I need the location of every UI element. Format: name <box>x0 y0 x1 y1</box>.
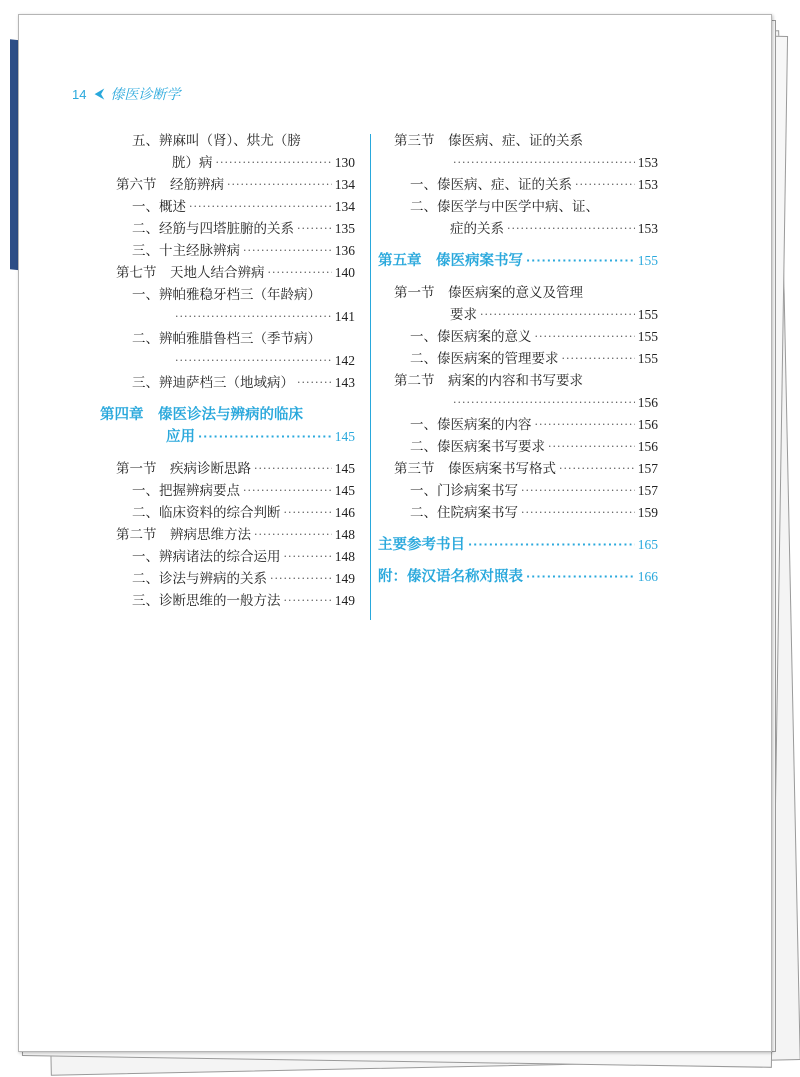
toc-entry-title: 二、经筋与四塔脏腑的关系 <box>132 221 294 237</box>
toc-chapter-entry <box>378 250 658 272</box>
dot-leader <box>548 436 635 458</box>
toc-entry <box>100 458 355 480</box>
toc-entry-title: 第三节 傣医病、症、证的关系 <box>394 133 583 149</box>
toc-entry-title: 主要参考书目 <box>378 537 465 553</box>
toc-page-number: 130 <box>334 155 355 170</box>
toc-entry <box>378 326 658 348</box>
toc-entry <box>100 328 355 350</box>
dot-leader <box>189 196 332 218</box>
toc-entry-title: 一、辨帕雅稳牙档三（年龄病） <box>132 287 321 303</box>
dot-leader <box>559 458 635 480</box>
toc-page-number: 156 <box>637 417 658 432</box>
dot-leader <box>297 372 332 394</box>
toc-page-number: 148 <box>334 549 355 564</box>
dot-leader <box>468 534 635 556</box>
dot-leader <box>535 414 635 436</box>
toc-page-number: 157 <box>637 483 658 498</box>
toc-entry <box>378 414 658 436</box>
toc-page-number: 166 <box>637 569 658 584</box>
toc-page-number: 157 <box>637 461 658 476</box>
dot-leader <box>227 174 332 196</box>
toc-entry <box>100 130 355 152</box>
toc-entry <box>100 240 355 262</box>
toc-page-number: 142 <box>334 353 355 368</box>
toc-right-column <box>378 130 658 588</box>
toc-entry-title: 症的关系 <box>450 221 504 237</box>
toc-page-number: 136 <box>334 243 355 258</box>
page-header <box>72 84 180 104</box>
toc-entry <box>378 196 658 218</box>
toc-entry <box>100 590 355 612</box>
dot-leader <box>254 524 332 546</box>
toc-entry-title: 二、临床资料的综合判断 <box>132 505 281 521</box>
toc-entry <box>100 174 355 196</box>
toc-page-number: 165 <box>637 537 658 552</box>
toc-page-number: 156 <box>637 439 658 454</box>
toc-entry-title: 第一节 傣医病案的意义及管理 <box>394 285 583 301</box>
toc-entry-title: 三、十主经脉辨病 <box>132 243 240 259</box>
dot-leader <box>453 152 635 174</box>
dot-leader <box>284 546 332 568</box>
book-title: 傣医诊断学 <box>110 87 181 103</box>
toc-entry <box>378 304 658 326</box>
toc-entry <box>378 392 658 414</box>
toc-chapter-entry <box>378 566 658 588</box>
toc-entry <box>100 196 355 218</box>
toc-page-number: 153 <box>637 155 658 170</box>
dot-leader <box>297 218 332 240</box>
dot-leader <box>270 568 332 590</box>
toc-entry <box>378 282 658 304</box>
toc-entry <box>378 152 658 174</box>
toc-entry <box>378 480 658 502</box>
toc-entry <box>100 480 355 502</box>
toc-entry <box>378 348 658 370</box>
dot-leader <box>535 326 635 348</box>
toc-entry-title: 一、把握辨病要点 <box>132 483 240 499</box>
toc-left-column <box>100 130 355 612</box>
toc-entry-title: 三、辨迪萨档三（地域病） <box>132 375 294 391</box>
toc-entry-title: 一、概述 <box>132 199 186 215</box>
toc-page-number: 134 <box>334 177 355 192</box>
toc-entry-title: 一、傣医病、症、证的关系 <box>410 177 572 193</box>
toc-entry-title: 一、辨病诸法的综合运用 <box>132 549 281 565</box>
toc-page-number: 156 <box>637 395 658 410</box>
toc-entry <box>100 306 355 328</box>
toc-chapter-entry <box>100 404 355 426</box>
toc-chapter-entry <box>378 534 658 556</box>
dot-leader <box>268 262 332 284</box>
toc-entry <box>100 262 355 284</box>
toc-entry-title: 第二节 病案的内容和书写要求 <box>394 373 583 389</box>
dot-leader <box>198 426 332 448</box>
toc-entry <box>100 284 355 306</box>
toc-page-number: 135 <box>334 221 355 236</box>
arrow-left-icon: ⮜ <box>94 86 105 102</box>
toc-entry-title: 二、诊法与辨病的关系 <box>132 571 267 587</box>
toc-entry <box>100 218 355 240</box>
toc-entry <box>378 458 658 480</box>
toc-page-number: 146 <box>334 505 355 520</box>
toc-entry-title: 第一节 疾病诊断思路 <box>116 461 251 477</box>
toc-entry-title: 第四章 傣医诊法与辨病的临床 <box>100 407 303 423</box>
dot-leader <box>526 566 635 588</box>
toc-page-number: 149 <box>334 571 355 586</box>
toc-page-number: 155 <box>637 307 658 322</box>
toc-page-number: 141 <box>334 309 355 324</box>
toc-page-number: 149 <box>334 593 355 608</box>
toc-page-number: 140 <box>334 265 355 280</box>
toc-entry <box>378 370 658 392</box>
toc-entry-title: 一、傣医病案的内容 <box>410 417 532 433</box>
dot-leader <box>175 306 332 328</box>
toc-page-number: 159 <box>637 505 658 520</box>
dot-leader <box>480 304 635 326</box>
toc-chapter-entry <box>100 426 355 448</box>
dot-leader <box>243 240 332 262</box>
toc-entry-title: 附：傣汉语名称对照表 <box>378 569 523 585</box>
toc-page-number: 155 <box>637 329 658 344</box>
toc-entry-title: 二、辨帕雅腊鲁档三（季节病） <box>132 331 321 347</box>
dot-leader <box>216 152 332 174</box>
dot-leader <box>507 218 635 240</box>
toc-entry-title: 应用 <box>166 429 195 445</box>
column-divider <box>370 134 371 620</box>
toc-entry <box>378 130 658 152</box>
dot-leader <box>175 350 332 372</box>
dot-leader <box>453 392 635 414</box>
toc-page-number: 143 <box>334 375 355 390</box>
toc-page-number: 134 <box>334 199 355 214</box>
toc-entry <box>378 502 658 524</box>
dot-leader <box>243 480 332 502</box>
dot-leader <box>562 348 635 370</box>
toc-entry-title: 第三节 傣医病案书写格式 <box>394 461 556 477</box>
toc-page-number: 153 <box>637 221 658 236</box>
toc-entry-title: 二、傣医病案书写要求 <box>410 439 545 455</box>
toc-entry <box>378 174 658 196</box>
toc-page-number: 148 <box>334 527 355 542</box>
toc-entry <box>100 350 355 372</box>
toc-entry-title: 一、门诊病案书写 <box>410 483 518 499</box>
toc-page-number: 145 <box>334 461 355 476</box>
toc-entry-title: 胱）病 <box>172 155 213 171</box>
dot-leader <box>284 502 332 524</box>
toc-entry-title: 二、傣医病案的管理要求 <box>410 351 559 367</box>
dot-leader <box>575 174 635 196</box>
toc-entry-title: 第二节 辨病思维方法 <box>116 527 251 543</box>
toc-page-number: 155 <box>637 253 658 268</box>
toc-page-number: 145 <box>334 483 355 498</box>
toc-entry-title: 二、住院病案书写 <box>410 505 518 521</box>
toc-entry <box>100 524 355 546</box>
toc-entry-title: 第六节 经筋辨病 <box>116 177 224 193</box>
dot-leader <box>284 590 332 612</box>
toc-entry-title: 第七节 天地人结合辨病 <box>116 265 265 281</box>
toc-entry <box>100 152 355 174</box>
toc-entry <box>100 372 355 394</box>
toc-page-number: 145 <box>334 429 355 444</box>
toc-page-number: 153 <box>637 177 658 192</box>
dot-leader <box>521 480 635 502</box>
toc-page-number: 155 <box>637 351 658 366</box>
page-number: 14 <box>72 86 87 102</box>
toc-entry <box>378 436 658 458</box>
dot-leader <box>526 250 635 272</box>
toc-entry-title: 五、辨麻叫（肾）、烘尤（膀 <box>132 133 301 149</box>
toc-entry <box>100 568 355 590</box>
toc-entry <box>100 546 355 568</box>
dot-leader <box>521 502 635 524</box>
toc-entry-title: 一、傣医病案的意义 <box>410 329 532 345</box>
toc-entry-title: 三、诊断思维的一般方法 <box>132 593 281 609</box>
toc-entry-title: 要求 <box>450 307 477 323</box>
toc-entry-title: 第五章 傣医病案书写 <box>378 253 523 269</box>
toc-entry <box>378 218 658 240</box>
toc-entry-title: 二、傣医学与中医学中病、证、 <box>410 199 599 215</box>
dot-leader <box>254 458 332 480</box>
toc-entry <box>100 502 355 524</box>
